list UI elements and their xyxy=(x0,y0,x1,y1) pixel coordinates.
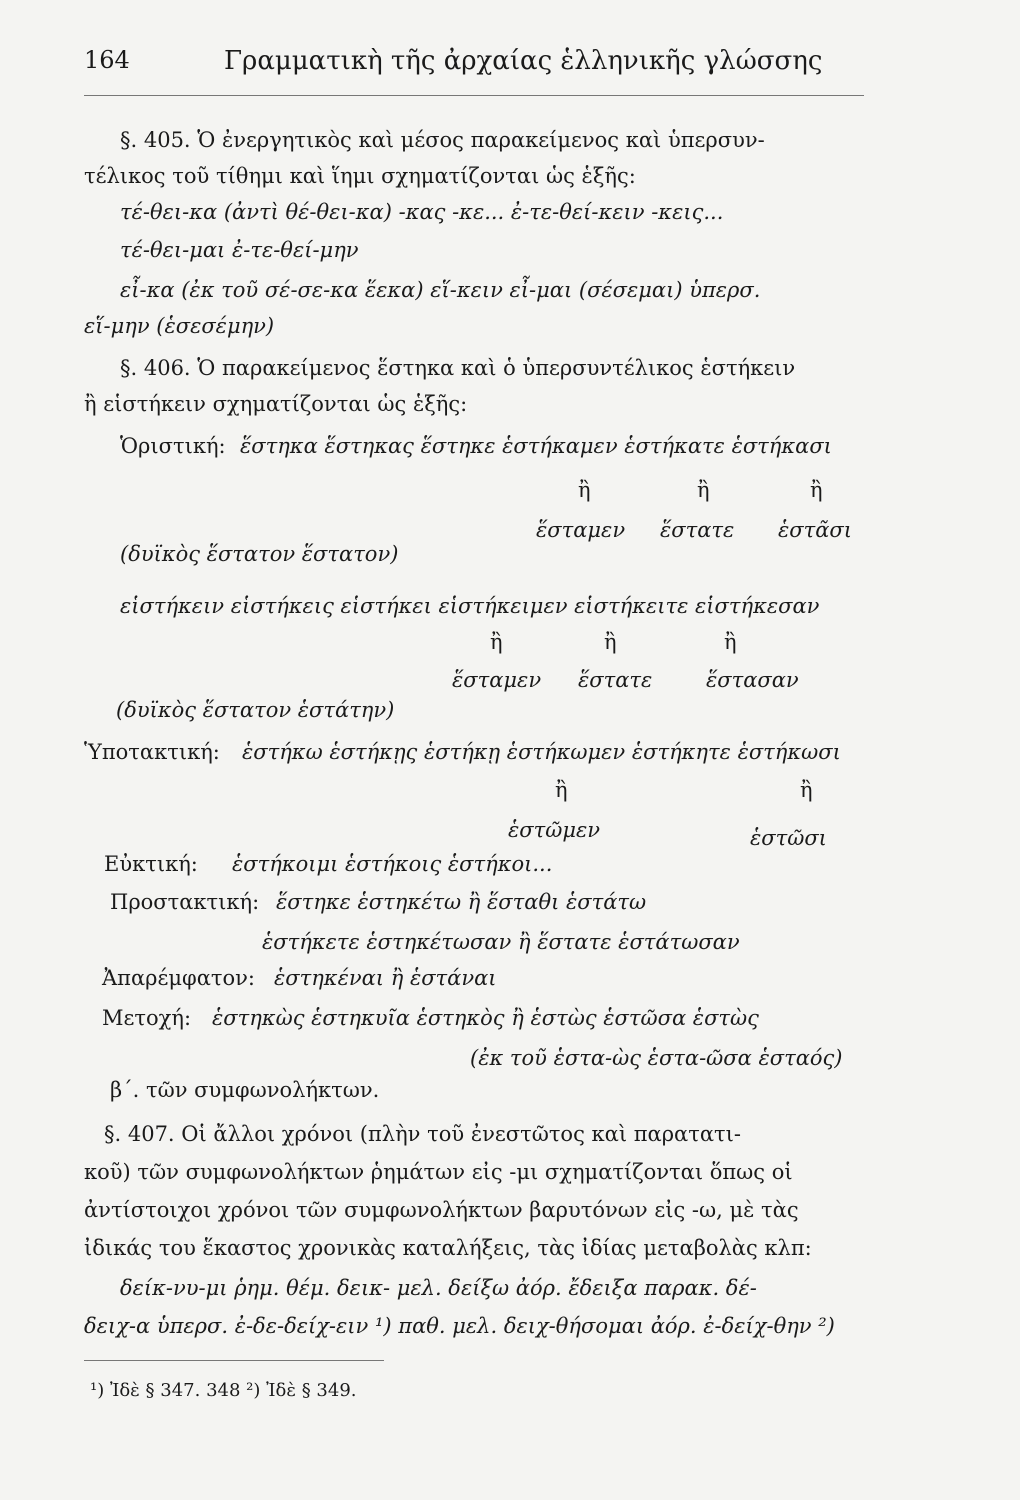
or-marker: ἢ xyxy=(490,630,503,654)
or-marker: ἢ xyxy=(800,778,813,802)
footnote-rule xyxy=(84,1360,384,1361)
participle-note: (ἐκ τοῦ ἑστα-ὼς ἑστα-ῶσα ἑσταός) xyxy=(470,1046,843,1070)
s405-line-4: τέ-θει-μαι ἐ-τε-θεί-μην xyxy=(120,238,359,262)
s405-line-1: §. 405. Ὁ ἐνεργητικὸς καὶ μέσος παρακείμενος καὶ ὑπερσυν- xyxy=(120,128,765,152)
alt-form: ἕσταμεν xyxy=(536,518,626,542)
participle-forms: ἑστηκὼς ἑστηκυῖα ἑστηκὸς ἢ ἑστὼς ἑστῶσα ἑστὼς xyxy=(212,1006,759,1030)
s407-line-3: ἀντίστοιχοι χρόνοι τῶν συμφωνολήκτων βαρυτόνων εἰς -ω, μὲ τὰς xyxy=(84,1198,799,1222)
s405-line-3: τέ-θει-κα (ἀντὶ θέ-θει-κα) -κας -κε... ἐ-τε-θεί-κειν -κεις... xyxy=(120,200,724,224)
s406-line-2: ἢ εἱστήκειν σχηματίζονται ὡς ἑξῆς: xyxy=(84,392,468,416)
indicative-label: Ὁριστική: xyxy=(120,434,226,458)
or-marker: ἢ xyxy=(604,630,617,654)
page-number: 164 xyxy=(84,46,130,74)
s405-line-6: εἵ-μην (ἑσεσέμην) xyxy=(84,314,275,338)
participle-label: Μετοχή: xyxy=(102,1006,192,1030)
s407-line-5: δείκ-νυ-μι ῥημ. θέμ. δεικ- μελ. δείξω ἀόρ. ἔδειξα παρακ. δέ- xyxy=(120,1276,757,1300)
s407-line-1: §. 407. Οἱ ἄλλοι χρόνοι (πλὴν τοῦ ἐνεστῶτος καὶ παρατατι- xyxy=(104,1122,741,1146)
or-marker: ἢ xyxy=(578,478,591,502)
alt-form: ἑστᾶσι xyxy=(778,518,852,542)
infinitive-label: Ἀπαρέμφατον: xyxy=(102,966,256,990)
alt-form: ἑστῶμεν xyxy=(508,818,601,842)
running-title: Γραμματικὴ τῆς ἀρχαίας ἑλληνικῆς γλώσσης xyxy=(224,46,823,76)
alt-form: ἑστῶσι xyxy=(750,826,827,850)
subjunctive-forms: ἑστήκω ἑστήκῃς ἑστήκῃ ἑστήκωμεν ἑστήκητε ἑστήκωσι xyxy=(242,740,841,764)
s406-line-1: §. 406. Ὁ παρακείμενος ἕστηκα καὶ ὁ ὑπερσυντέλικος ἑστήκειν xyxy=(120,356,796,380)
optative-label: Εὐκτική: xyxy=(104,852,198,876)
imperative-label: Προστακτική: xyxy=(110,890,260,914)
dual-note: (δυϊκὸς ἕστατον ἑστάτην) xyxy=(116,698,395,722)
footnotes: ¹) Ἰδὲ § 347. 348 ²) Ἰδὲ § 349. xyxy=(90,1380,357,1401)
or-marker: ἢ xyxy=(724,630,737,654)
header-rule xyxy=(84,95,864,96)
alt-form: ἕστατε xyxy=(660,518,735,542)
s407-line-2: κοῦ) τῶν συμφωνολήκτων ῥημάτων εἰς -μι σχηματίζονται ὅπως οἱ xyxy=(84,1160,793,1184)
section-b-heading: β΄. τῶν συμφωνολήκτων. xyxy=(110,1078,380,1102)
imperative-forms-1: ἕστηκε ἑστηκέτω ἢ ἕσταθι ἑστάτω xyxy=(276,890,647,914)
optative-forms: ἑστήκοιμι ἑστήκοις ἑστήκοι... xyxy=(232,852,553,876)
alt-form: ἕσταμεν xyxy=(452,668,542,692)
alt-form: ἕστατε xyxy=(578,668,653,692)
s407-line-6: δειχ-α ὑπερσ. ἐ-δε-δείχ-ειν ¹) παθ. μελ. δειχ-θήσομαι ἀόρ. ἐ-δείχ-θην ²) xyxy=(84,1314,835,1338)
s405-line-2: τέλικος τοῦ τίθημι καὶ ἵημι σχηματίζονται ὡς ἑξῆς: xyxy=(84,164,636,188)
or-marker: ἢ xyxy=(697,478,710,502)
imperative-forms-2: ἑστήκετε ἑστηκέτωσαν ἢ ἕστατε ἑστάτωσαν xyxy=(262,930,740,954)
s407-line-4: ἰδικάς του ἕκαστος χρονικὰς καταλήξεις, τὰς ἰδίας μεταβολὰς κλπ: xyxy=(84,1236,812,1260)
s405-line-5: εἶ-κα (ἐκ τοῦ σέ-σε-κα ἕεκα) εἵ-κειν εἶ-μαι (σέσεμαι) ὑπερσ. xyxy=(120,278,761,302)
alt-form: ἕστασαν xyxy=(706,668,799,692)
subjunctive-label: Ὑποτακτική: xyxy=(84,740,220,764)
indicative-forms: ἕστηκα ἕστηκας ἕστηκε ἑστήκαμεν ἑστήκατε ἑστήκασι xyxy=(240,434,832,458)
or-marker: ἢ xyxy=(555,778,568,802)
pluperfect-forms: εἱστήκειν εἱστήκεις εἱστήκει εἱστήκειμεν εἱστήκειτε εἱστήκεσαν xyxy=(120,594,820,618)
dual-note: (δυϊκὸς ἕστατον ἕστατον) xyxy=(120,542,399,566)
or-marker: ἢ xyxy=(810,478,823,502)
infinitive-forms: ἑστηκέναι ἢ ἑστάναι xyxy=(274,966,497,990)
